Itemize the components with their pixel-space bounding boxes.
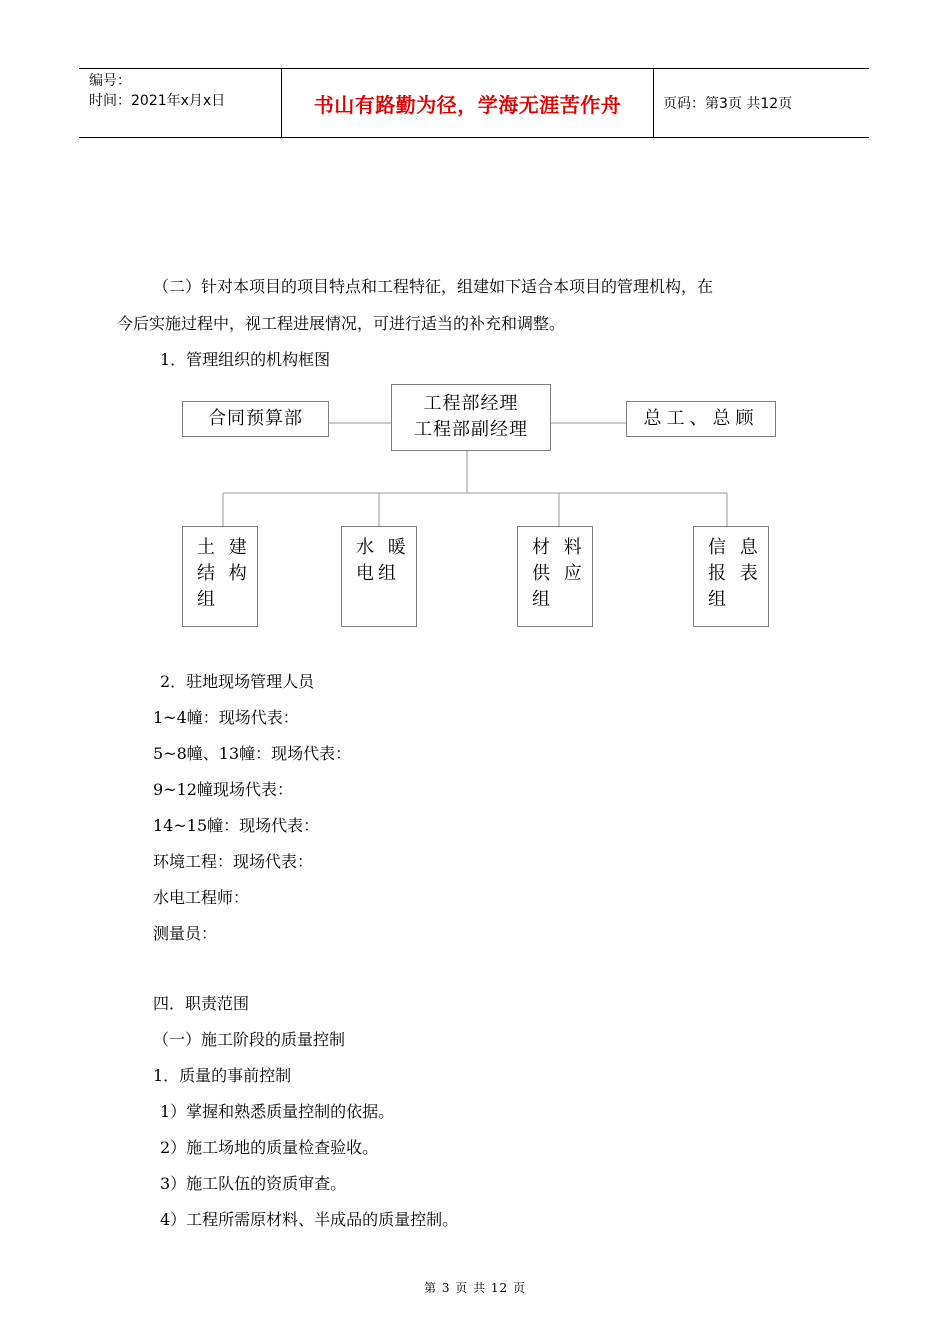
org-box-contract-budget <box>182 401 329 437</box>
staff-item: 5~8幢、13幢：现场代表： <box>153 744 352 763</box>
page-info: 页码：第3页 共12页 <box>663 96 793 112</box>
list-item: 2）施工场地的质量检查验收。 <box>160 1138 379 1157</box>
section-4-title: 四．职责范围 <box>153 994 250 1013</box>
section-2-title: 2．驻地现场管理人员 <box>160 672 315 691</box>
staff-item: 测量员： <box>153 924 218 943</box>
staff-item: 9~12幢现场代表： <box>153 780 293 799</box>
page-footer <box>0 1279 950 1296</box>
org-box-civil-structure: 土 建 结 构 组 <box>182 526 258 627</box>
intro-line-1: （二）针对本项目的项目特点和工程特征，组建如下适合本项目的管理机构，在 <box>153 277 714 296</box>
org-box-materials-supply: 材 料 供 应 组 <box>517 526 593 627</box>
staff-item: 水电工程师： <box>153 888 250 907</box>
section-1-title: 1．管理组织的机构框图 <box>160 350 331 369</box>
footer-page-number: 第 3 页 共 12 页 <box>424 1281 526 1295</box>
list-item: 4）工程所需原材料、半成品的质量控制。 <box>160 1210 459 1229</box>
org-box-manager <box>391 384 551 451</box>
manager-label: 工程部经理 <box>423 393 519 414</box>
deputy-manager-label: 工程部副经理 <box>414 419 528 440</box>
contract-budget-label: 合同预算部 <box>208 408 303 429</box>
org-box-info-reports: 信 息 报 表 组 <box>693 526 769 627</box>
header-motto: 书山有路勤为径，学海无涯苦作舟 <box>313 92 622 117</box>
org-box-chief-engineer <box>626 401 776 437</box>
chief-engineer-label: 总工、总顾 <box>643 408 759 429</box>
item-1-title: 1．质量的事前控制 <box>153 1066 292 1085</box>
staff-item: 14~15幢：现场代表： <box>153 816 320 835</box>
header-info <box>89 71 225 111</box>
time-label: 时间：2021年x月x日 <box>89 93 226 109</box>
header-divider <box>653 69 654 137</box>
staff-item: 环境工程：现场代表： <box>153 852 314 871</box>
list-item: 1）掌握和熟悉质量控制的依据。 <box>160 1102 395 1121</box>
number-label: 编号： <box>89 73 131 89</box>
org-box-plumbing-electrical: 水 暖 电组 <box>341 526 417 627</box>
staff-item: 1~4幢：现场代表： <box>153 708 299 727</box>
page-header <box>79 68 869 138</box>
intro-line-2: 今后实施过程中，视工程进展情况，可进行适当的补充和调整。 <box>117 314 566 333</box>
list-item: 3）施工队伍的资质审查。 <box>160 1174 347 1193</box>
subsection-1-title: （一）施工阶段的质量控制 <box>153 1030 346 1049</box>
